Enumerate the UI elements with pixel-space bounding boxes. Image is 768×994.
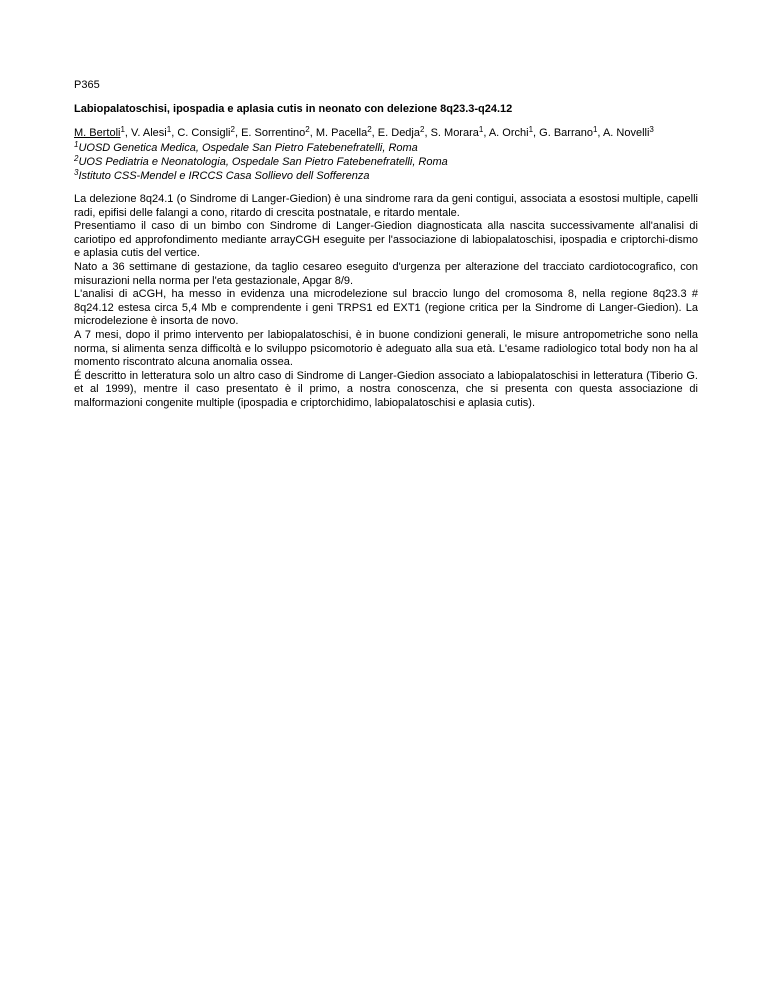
affiliation-text: UOSD Genetica Medica, Ospedale San Pietro Fatebenefratelli, Roma <box>78 142 418 154</box>
author-name: S. Morara <box>430 127 479 139</box>
author: S. Morara$^1$, <box>430 125 489 139</box>
author-affiliation-number: 2 <box>367 125 372 134</box>
author-affiliation-number: 1 <box>592 125 598 134</box>
author: E. Sorrentino$^2$, <box>241 125 316 139</box>
author-affiliation-number: 2 <box>305 125 310 134</box>
author-affiliation-number: 1 <box>120 125 125 134</box>
body-paragraph: La delezione 8q24.1 (o Sindrome di Langer-Giedion) è una sindrome rara da geni contigui, associata a esostosi multiple, capelli radi, epifisi delle falangi a cono, ritardo di crescita postnatale, e ritardo mentale. <box>74 193 698 219</box>
author-name: M. Bertoli <box>74 127 121 139</box>
author: M. Pacella$^2$, <box>315 125 378 139</box>
author-name: A. Novelli <box>602 127 650 139</box>
abstract-body <box>74 193 698 411</box>
affiliation-list <box>74 141 698 183</box>
body-paragraph: É descritto in letteratura solo un altro caso di Sindrome di Langer-Giedion associato a labiopalatoschisi in letteratura (Tiberio G. et al 1999), mentre il caso presentato è il primo, a nostra conoscenza, che si presenta con questa associazione di malformazioni congenite multiple (ipospadia e criptorchidimo, labiopalatoschisi e aplasia cutis). <box>74 369 698 409</box>
affiliation-text: UOS Pediatria e Neonatologia, Ospedale San Pietro Fatebenefratelli, Roma <box>78 156 448 168</box>
author-name: G. Barrano <box>539 127 593 139</box>
author: E. Dedja$^2$, <box>377 125 431 139</box>
affiliation-number: 2 <box>74 154 79 163</box>
author-affiliation-number: 1 <box>166 125 172 134</box>
author-list <box>74 126 698 140</box>
body-paragraph: Nato a 36 settimane di gestazione, da taglio cesareo eseguito d'urgenza per alterazione del tracciato cardiotocografico, con misurazioni nella norma per l'eta gestazionale, Apgar 8/9. <box>74 260 698 287</box>
author-affiliation-number: 3 <box>649 125 654 134</box>
abstract-page <box>74 78 698 411</box>
author: V. Alesi$^1$, <box>131 125 178 139</box>
author <box>603 127 654 139</box>
author: M. Bertoli$^1$, <box>74 125 132 139</box>
affiliation <box>74 155 698 169</box>
author-name: V. Alesi <box>131 127 167 139</box>
abstract-title: Labiopalatoschisi, ipospadia e aplasia cutis in neonato con delezione 8q23.3-q24.12 <box>74 103 513 115</box>
body-paragraph: L'analisi di aCGH, ha messo in evidenza una microdelezione sul braccio lungo del cromosoma 8, nella regione 8q23.3 # 8q24.12 estesa circa 5,4 Mb e comprendente i geni TRPS1 ed EXT1 (regione critica per la Sindrome di Langer-Giedion). La microdelezione è insorta de novo. <box>74 288 698 328</box>
body-paragraph: Presentiamo il caso di un bimbo con Sindrome di Langer-Giedion diagnosticata alla nascita successivamente all'analisi di cariotipo ed approfondimento mediante arrayCGH eseguite per l'associazione di labiopalatoschisi, ipospadia e criptorchi-dismo e aplasia cutis del vertice. <box>74 220 698 260</box>
affiliation-number: 3 <box>74 168 79 177</box>
body-paragraph: A 7 mesi, dopo il primo intervento per labiopalatoschisi, è in buone condizioni generali, le misure antropometriche sono nella norma, si alimenta senza difficoltà e lo sviluppo psicomotorio è adeguato alla sua età. L'esame radiologico total body non ha al momento riscontrato alcuna anomalia ossea. <box>74 328 698 369</box>
author-affiliation-number: 2 <box>420 125 425 134</box>
affiliation-text: Istituto CSS-Mendel e IRCCS Casa Sollievo dell Sofferenza <box>78 170 370 182</box>
author-name: E. Dedja <box>377 127 420 139</box>
affiliation-number: 1 <box>74 140 79 149</box>
author-name: A. Orchi <box>488 127 529 139</box>
author-name: E. Sorrentino <box>241 127 306 139</box>
author: C. Consigli$^2$, <box>177 125 242 139</box>
author-name: C. Consigli <box>177 127 231 139</box>
abstract-code: P365 <box>74 79 100 91</box>
author-affiliation-number: 1 <box>478 125 484 134</box>
affiliation <box>74 169 698 183</box>
author: G. Barrano$^1$, <box>539 125 603 139</box>
author-affiliation-number: 2 <box>230 125 235 134</box>
author: A. Orchi$^1$, <box>488 125 540 139</box>
affiliation <box>74 141 698 155</box>
author-affiliation-number: 1 <box>528 125 534 134</box>
author-name: M. Pacella <box>315 127 368 139</box>
